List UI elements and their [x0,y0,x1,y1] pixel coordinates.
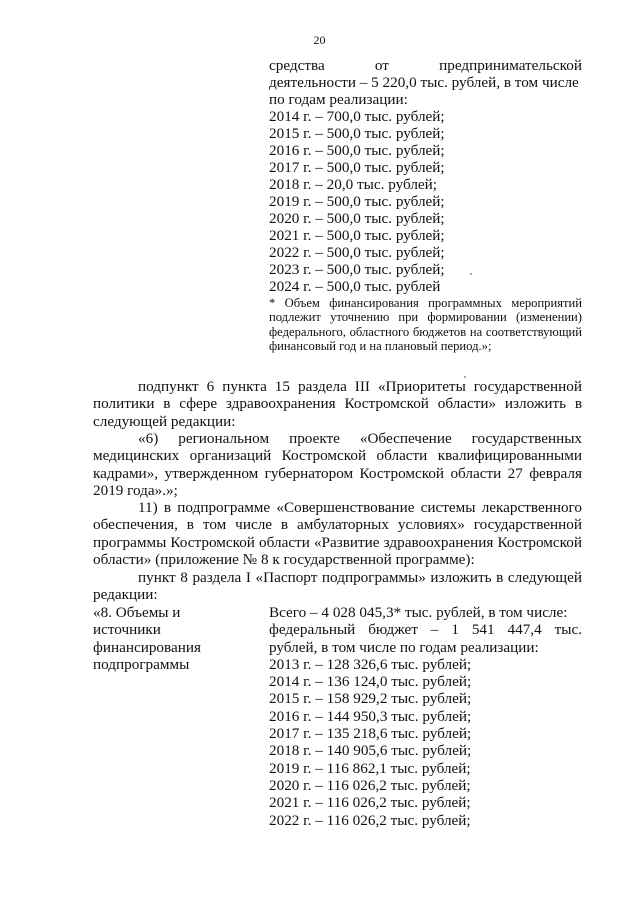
intro-line: средства от предпринимательской [269,57,582,74]
body-paragraph: «6) региональном проекте «Обеспечение государственных медицинских организаций Костромской области квалифицированными кадрами», утвержденном губернатором Костромской области 27 февраля 2019 года».»; [93,430,582,500]
year-amount-line: 2015 г. – 158 929,2 тыс. рублей; [269,690,472,708]
year-amount-line: 2020 г. – 116 026,2 тыс. рублей; [269,776,471,794]
federal-cont-line: рублей, в том числе по годам реализации: [269,638,539,656]
year-amount-line: 2021 г. – 500,0 тыс. рублей; [269,227,445,244]
year-amount-line: 2019 г. – 116 862,1 тыс. рублей; [269,759,471,777]
total-line: Всего – 4 028 045,3* тыс. рублей, в том числе: [269,604,568,621]
scan-speck [470,273,472,275]
intro-line: по годам реализации: [269,91,408,108]
footnote: * Объем финансирования программных мероприятий подлежит уточнению при формировании (изменении) федерального, областного бюджетов на соответствующий финансовый год и на плановый период.»; [269,296,582,354]
label-line: источники [93,621,161,639]
label-line: «8. Объемы и [93,604,181,621]
year-amount-line: 2022 г. – 116 026,2 тыс. рублей; [269,811,471,829]
year-amount-line: 2022 г. – 500,0 тыс. рублей; [269,244,445,261]
top-financing-block [269,57,582,354]
body-paragraph: 11) в подпрограмме «Совершенствование системы лекарственного обеспечения, в том числе в амбулаторных условиях» государственной программы Костромской области «Развитие здравоохранения Костромской области» (приложение № 8 к государственной программе): [93,499,582,569]
year-amount-line: 2017 г. – 500,0 тыс. рублей; [269,159,445,176]
body-paragraph: пункт 8 раздела I «Паспорт подпрограммы» изложить в следующей редакции: [93,569,582,604]
body-paragraph: подпункт 6 пункта 15 раздела III «Приоритеты государственной политики в сфере здравоохранения Костромской области» изложить в следующей редакции: [93,378,582,430]
year-amount-line: 2017 г. – 135 218,6 тыс. рублей; [269,725,472,743]
year-amount-line: 2014 г. – 136 124,0 тыс. рублей; [269,673,472,691]
page-number: 20 [313,33,326,47]
year-amount-line: 2019 г. – 500,0 тыс. рублей; [269,193,445,210]
intro-line: деятельности – 5 220,0 тыс. рублей, в том числе [269,74,579,91]
year-amount-line: 2021 г. – 116 026,2 тыс. рублей; [269,794,471,812]
year-amount-line: 2013 г. – 128 326,6 тыс. рублей; [269,655,472,673]
passport-financing-values [269,604,582,829]
year-amount-line: 2024 г. – 500,0 тыс. рублей [269,278,441,295]
year-amount-line: 2015 г. – 500,0 тыс. рублей; [269,125,445,142]
year-amount-line: 2018 г. – 20,0 тыс. рублей; [269,176,438,193]
year-amount-line: 2020 г. – 500,0 тыс. рублей; [269,210,445,227]
year-amount-line: 2023 г. – 500,0 тыс. рублей; [269,261,445,278]
federal-line: федеральный бюджет – 1 541 447,4 тыс. [269,621,582,639]
label-line: подпрограммы [93,655,190,673]
year-amount-line: 2016 г. – 500,0 тыс. рублей; [269,142,445,159]
passport-item-label [93,604,263,673]
year-amount-line: 2016 г. – 144 950,3 тыс. рублей; [269,707,472,725]
year-amount-line: 2014 г. – 700,0 тыс. рублей; [269,108,445,125]
year-amount-line: 2018 г. – 140 905,6 тыс. рублей; [269,742,472,760]
label-line: финансирования [93,638,201,656]
